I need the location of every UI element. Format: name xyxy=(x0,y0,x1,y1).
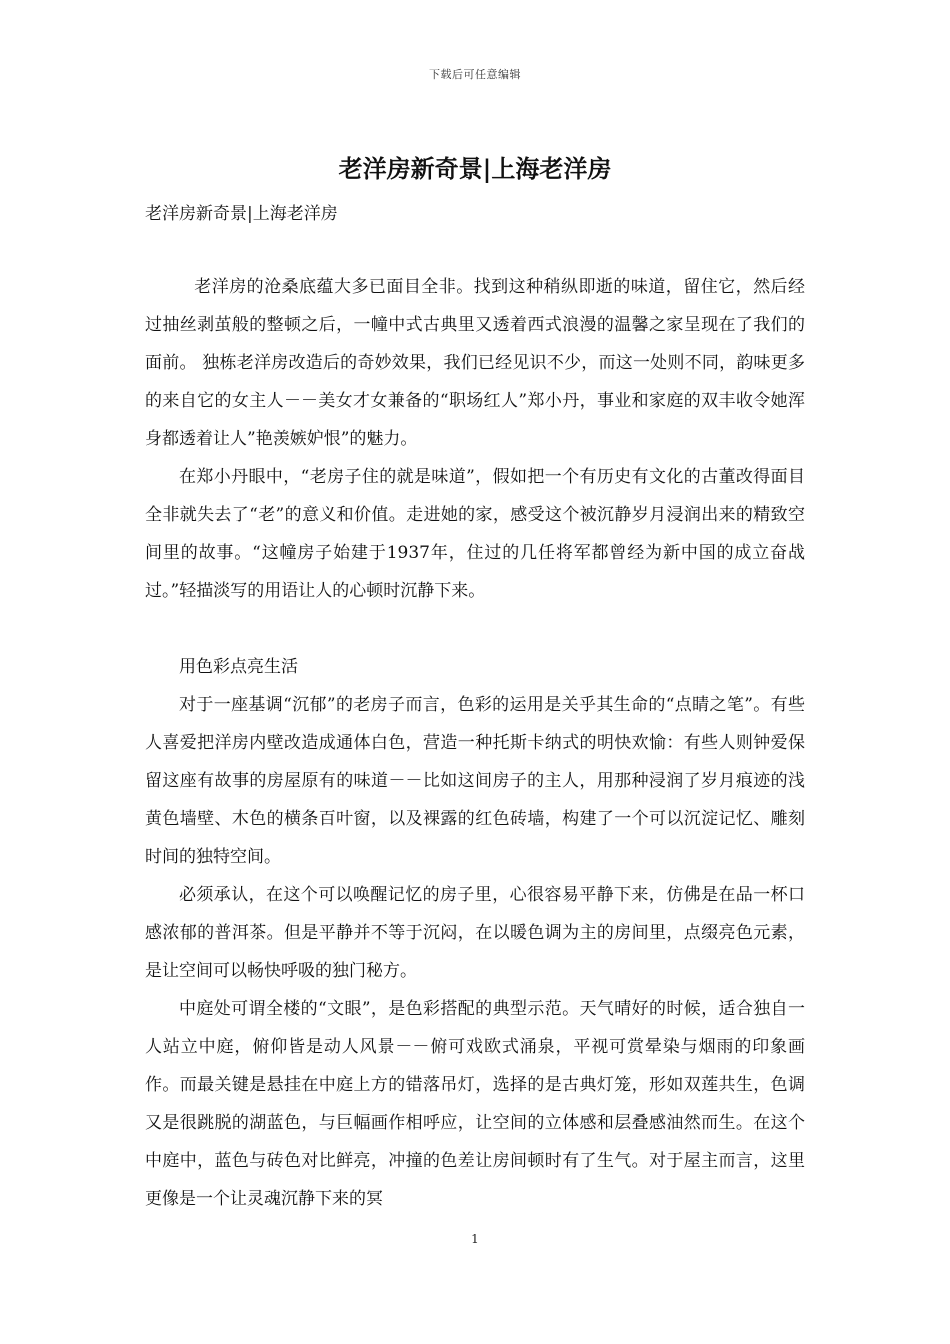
page-number: 1 xyxy=(471,1232,479,1246)
paragraph-zheng-xiaodan: 在郑小丹眼中，“老房子住的就是味道”，假如把一个有历史有文化的古董改得面目全非就失去了“老”的意义和价值。走进她的家，感受这个被沉静岁月浸润出来的精致空间里的故事。“这幢房子始建于1937年，住过的几任将军都曾经为新中国的成立奋战过。”轻描淡写的用语让人的心顿时沉静下来。 xyxy=(145,467,805,601)
section-heading-color: 用色彩点亮生活 xyxy=(179,657,298,677)
paragraph-color-usage: 对于一座基调“沉郁”的老房子而言，色彩的运用是关乎其生命的“点睛之笔”。有些人喜爱把洋房内壁改造成通体白色，营造一种托斯卡纳式的明快欢愉：有些人则钟爱保留这座有故事的房屋原有的味道－－比如这间房子的主人，用那种浸润了岁月痕迹的浅黄色墙壁、木色的横条百叶窗，以及裸露的红色砖墙，构建了一个可以沉淀记忆、雕刻时间的独特空间。 xyxy=(145,695,805,867)
paragraph-intro: 老洋房的沧桑底蕴大多已面目全非。找到这种稍纵即逝的味道，留住它，然后经过抽丝剥茧般的整顿之后，一幢中式古典里又透着西式浪漫的温馨之家呈现在了我们的面前。 独栋老洋房改造后的奇妙效果，我们已经见识不少，而这一处则不同，韵味更多的来自它的女主人－－美女才女兼备的“职场红人”郑小丹，事业和家庭的双丰收令她浑身都透着让人”艳羡嫉妒恨”的魅力。 xyxy=(145,277,805,449)
document-body xyxy=(145,268,805,1218)
header-note: 下载后可任意编辑 xyxy=(429,68,521,81)
document-title: 老洋房新奇景|上海老洋房 xyxy=(338,154,612,183)
paragraph-courtyard: 中庭处可谓全楼的“文眼”，是色彩搭配的典型示范。天气晴好的时候，适合独自一人站立中庭，俯仰皆是动人风景－－俯可戏欧式涌泉，平视可赏晕染与烟雨的印象画作。而最关键是悬挂在中庭上方的错落吊灯，选择的是古典灯笼，形如双莲共生，色调又是很跳脱的湖蓝色，与巨幅画作相呼应，让空间的立体感和层叠感油然而生。在这个中庭中，蓝色与砖色对比鲜亮，冲撞的色差让房间顿时有了生气。对于屋主而言，这里更像是一个让灵魂沉静下来的冥 xyxy=(145,999,805,1209)
paragraph-spacer xyxy=(145,610,805,648)
paragraph-calm-space: 必须承认，在这个可以唤醒记忆的房子里，心很容易平静下来，仿佛是在品一杯口感浓郁的普洱茶。但是平静并不等于沉闷，在以暖色调为主的房间里，点缀亮色元素，是让空间可以畅快呼吸的独门秘方。 xyxy=(145,885,805,981)
document-subtitle: 老洋房新奇景|上海老洋房 xyxy=(145,204,338,224)
